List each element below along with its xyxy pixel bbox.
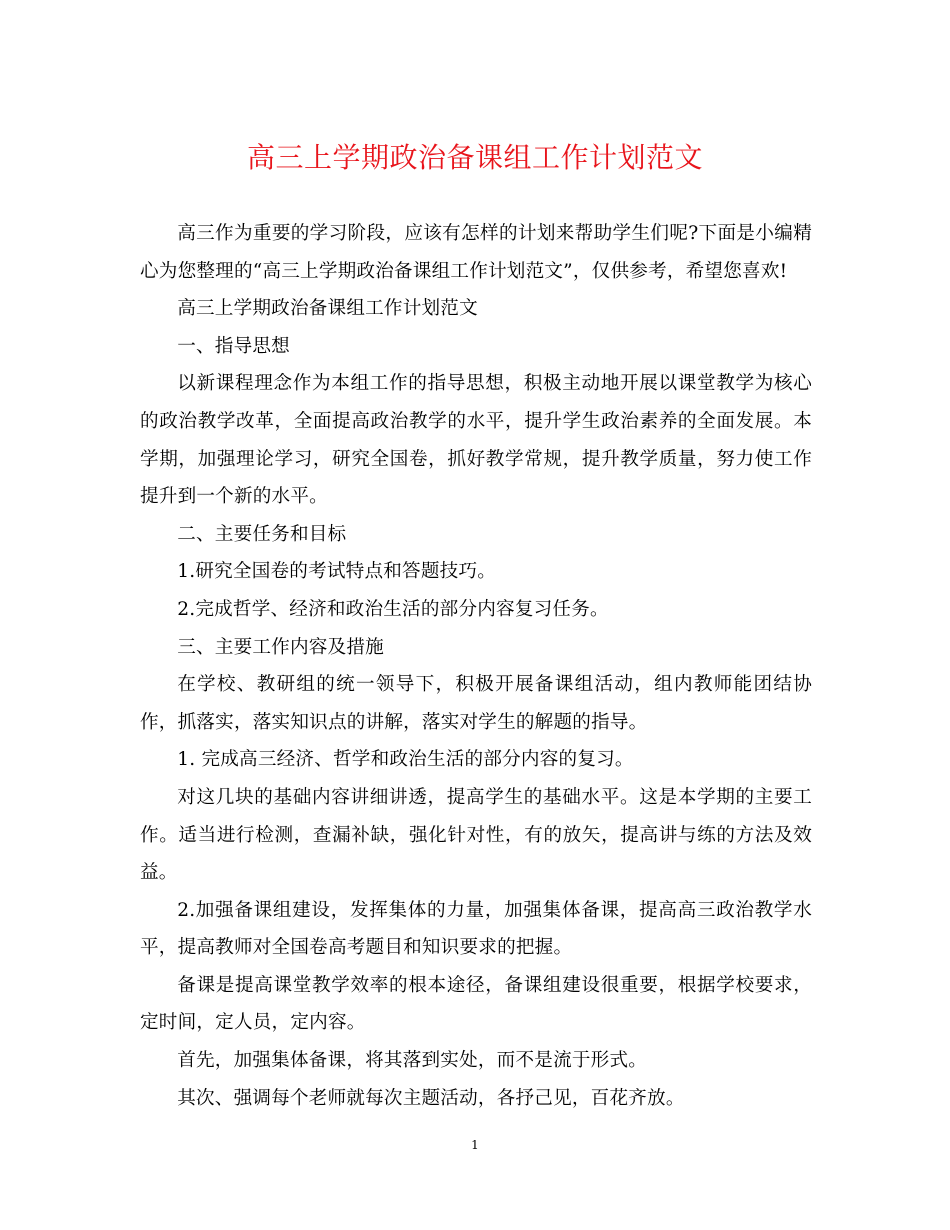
document-body <box>140 215 812 1117</box>
paragraph-second-point: 其次、强调每个老师就每次主题活动，各抒己见，百花齐放。 <box>177 1087 685 1109</box>
paragraph-lesson-preparation: 备课是提高课堂教学效率的根本途径，备课组建设很重要，根据学校要求，定时间，定人员，定内容。 <box>140 974 812 1034</box>
section-heading-guiding-ideology: 一、指导思想 <box>177 335 290 357</box>
list-item-task-2: 2.完成哲学、经济和政治生活的部分内容复习任务。 <box>177 598 609 620</box>
section-heading-tasks-goals: 二、主要任务和目标 <box>177 523 347 545</box>
paragraph-guiding-ideology: 以新课程理念作为本组工作的指导思想，积极主动地开展以课堂教学为核心的政治教学改革，全面提高政治教学的水平，提升学生政治素养的全面发展。本学期，加强理论学习，研究全国卷，抓好教学常规，提升教学质量，努力使工作提升到一个新的水平。 <box>140 373 812 508</box>
paragraph-measure-1-detail: 对这几块的基础内容讲细讲透，提高学生的基础水平。这是本学期的主要工作。适当进行检测，查漏补缺，强化针对性，有的放矢，提高讲与练的方法及效益。 <box>140 786 812 884</box>
paragraph-intro: 高三作为重要的学习阶段，应该有怎样的计划来帮助学生们呢?下面是小编精心为您整理的“高三上学期政治备课组工作计划范文”，仅供参考，希望您喜欢! <box>140 223 812 282</box>
list-item-task-1: 1.研究全国卷的考试特点和答题技巧。 <box>177 561 497 583</box>
page-number: 1 <box>471 1138 479 1152</box>
paragraph-work-measures: 在学校、教研组的统一领导下，积极开展备课组活动，组内教师能团结协作，抓落实，落实知识点的讲解，落实对学生的解题的指导。 <box>140 674 812 733</box>
section-heading-work-measures: 三、主要工作内容及措施 <box>177 636 384 658</box>
list-item-measure-2: 2.加强备课组建设，发挥集体的力量，加强集体备课，提高高三政治教学水平，提高教师对全国卷高考题目和知识要求的把握。 <box>140 899 812 959</box>
document-title: 高三上学期政治备课组工作计划范文 <box>246 141 703 174</box>
paragraph-first-point: 首先，加强集体备课，将其落到实处，而不是流于形式。 <box>177 1050 648 1072</box>
list-item-measure-1: 1. 完成高三经济、哲学和政治生活的部分内容的复习。 <box>177 749 634 771</box>
paragraph-subtitle: 高三上学期政治备课组工作计划范文 <box>177 298 478 320</box>
